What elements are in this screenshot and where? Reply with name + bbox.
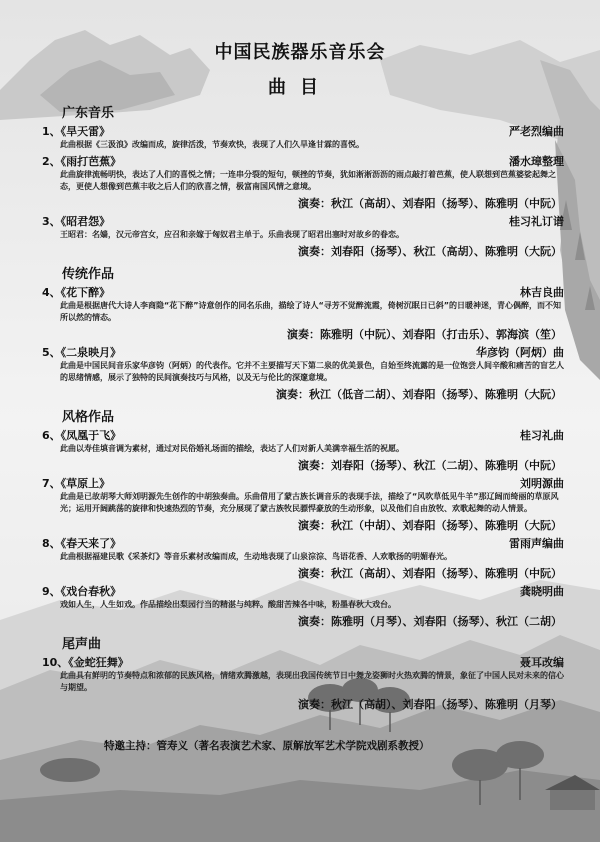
- piece-description: 此曲旋律流畅明快，表达了人们的喜悦之情；一连串分裂的短句，顿挫的节奏，犹如淅淅沥沥的雨点敲打着芭蕉，使人联想到芭蕉婆娑起舞之态，更使人想像到芭蕉丰收之后人们的欣喜之情，极富南国风情之意境。: [60, 170, 556, 191]
- section-title-guangdong: 广东音乐: [62, 106, 115, 121]
- piece-composer: 华彦钧（阿炳）曲: [476, 346, 564, 359]
- piece-composer: 潘水璋整理: [509, 155, 564, 168]
- piece-composer: 严老烈编曲: [509, 125, 564, 138]
- piece-performers: 演奏：秋江（高胡）、刘春阳（扬琴）、陈雅明（月琴）: [298, 698, 562, 711]
- piece-title: 10、《金蛇狂舞》: [42, 656, 129, 669]
- piece-performers: 演奏：刘春阳（扬琴）、秋江（二胡）、陈雅明（中阮）: [298, 459, 562, 472]
- piece-title: 8、《春天来了》: [42, 537, 122, 550]
- piece-composer: 聂耳改编: [520, 656, 564, 669]
- section-title-traditional: 传统作品: [62, 267, 115, 282]
- piece-item: [42, 427, 564, 473]
- piece-title: 4、《花下醉》: [42, 286, 111, 299]
- piece-title: 6、《凤凰于飞》: [42, 429, 122, 442]
- piece-performers: 演奏：秋江（高胡）、刘春阳（扬琴）、陈雅明（中阮）: [298, 197, 562, 210]
- piece-item: [42, 284, 564, 342]
- piece-title: 9、《戏台春秋》: [42, 585, 122, 598]
- piece-description: 此曲根据福建民歌《采茶灯》等音乐素材改编而成，生动地表现了山泉淙淙、鸟语花香、人欢歌扬的明媚春光。: [60, 552, 452, 561]
- piece-performers: 演奏：陈雅明（月琴）、刘春阳（扬琴）、秋江（二胡）: [298, 615, 562, 628]
- section-title-style: 风格作品: [62, 410, 115, 425]
- program-subtitle: 曲目: [268, 77, 332, 98]
- piece-description: 此曲以寿佳填音调为素材，通过对民俗婚礼场面的描绘，表达了人们对新人美满幸福生活的祝愿。: [60, 444, 404, 453]
- piece-item: [42, 344, 564, 402]
- piece-performers: 演奏：陈雅明（中阮）、刘春阳（打击乐）、郭海滨（笙）: [287, 328, 562, 341]
- piece-composer: 桂习礼曲: [520, 429, 564, 442]
- special-host: 特邀主持：管寿义（著名表演艺术家、原解放军艺术学院戏剧系教授）: [104, 740, 430, 752]
- piece-item: [42, 475, 564, 533]
- piece-item: [42, 213, 564, 259]
- piece-title: 7、《草原上》: [42, 477, 111, 490]
- piece-title: 3、《昭君怨》: [42, 215, 111, 228]
- piece-composer: 刘明源曲: [520, 477, 564, 490]
- piece-title: 2、《雨打芭蕉》: [42, 155, 122, 168]
- piece-description: 此曲具有鲜明的节奏特点和浓郁的民族风格，情绪欢腾激越，表现出我国传统节日中舞龙姿狮时火热欢腾的情景，象征了中国人民对未来的信心与期望。: [60, 671, 564, 692]
- piece-description: 此曲是中国民间音乐家华彦钧（阿炳）的代表作。它并不主要描写天下第二泉的优美景色，自始至终流露的是一位饱尝人间辛酸和痛苦的盲艺人的思绪情感，展示了独特的民间演奏技巧与风格，以及无与伦比的深邃意境。: [60, 361, 564, 382]
- piece-performers: 演奏：秋江（中胡）、刘春阳（扬琴）、陈雅明（大阮）: [298, 519, 562, 532]
- piece-composer: 桂习礼订谱: [509, 215, 564, 228]
- piece-description: 此曲根据《三汲浪》改编而成，旋律活泼，节奏欢快，表现了人们久旱逢甘霖的喜悦。: [60, 140, 364, 149]
- piece-description: 此曲是已故胡琴大师刘明源先生创作的中胡独奏曲。乐曲借用了蒙古族长调音乐的表现手法，描绘了“风吹草低见牛羊”那辽阔而绮丽的草原风光；运用开阔跳荡的旋律和快速热烈的节奏，充分展现了蒙古族牧民骠悍豪放的生动形象，以及他们自由放牧、欢歌起舞的动人情景。: [60, 492, 559, 513]
- program-list: [42, 98, 564, 714]
- piece-composer: 龚晓明曲: [520, 585, 564, 598]
- piece-description: 戏如人生，人生如戏。作品描绘出梨园行当的精湛与纯粹。酸甜苦辣各中味，粉墨春秋大戏台。: [60, 600, 396, 609]
- piece-performers: 演奏：秋江（低音二胡）、刘春阳（扬琴）、陈雅明（大阮）: [276, 388, 562, 401]
- concert-title: 中国民族器乐音乐会: [214, 42, 386, 63]
- piece-item: [42, 583, 564, 629]
- piece-title: 5、《二泉映月》: [42, 346, 122, 359]
- piece-title: 1、《旱天雷》: [42, 125, 111, 138]
- piece-performers: 演奏：秋江（高胡）、刘春阳（扬琴）、陈雅明（中阮）: [298, 567, 562, 580]
- section-title-finale: 尾声曲: [62, 637, 102, 652]
- piece-description: 王昭君：名嫱，汉元帝宫女，应召和亲嫁于匈奴君主单于。乐曲表现了昭君出塞时对故乡的眷恋。: [60, 230, 404, 239]
- piece-item: [42, 153, 564, 211]
- piece-composer: 雷雨声编曲: [509, 537, 564, 550]
- piece-item: [42, 654, 564, 712]
- piece-performers: 演奏：刘春阳（扬琴）、秋江（高胡）、陈雅明（大阮）: [298, 245, 562, 258]
- piece-item: [42, 535, 564, 581]
- piece-description: 此曲是根据唐代大诗人李商隐“花下醉”诗意创作的同名乐曲，描绘了诗人“寻芳不觉醉流霞，倚树沉眠日已斜”的日暖神迷，青心偶醉，而不知所以然的情态。: [60, 301, 562, 322]
- piece-composer: 林吉良曲: [520, 286, 564, 299]
- piece-item: [42, 123, 564, 151]
